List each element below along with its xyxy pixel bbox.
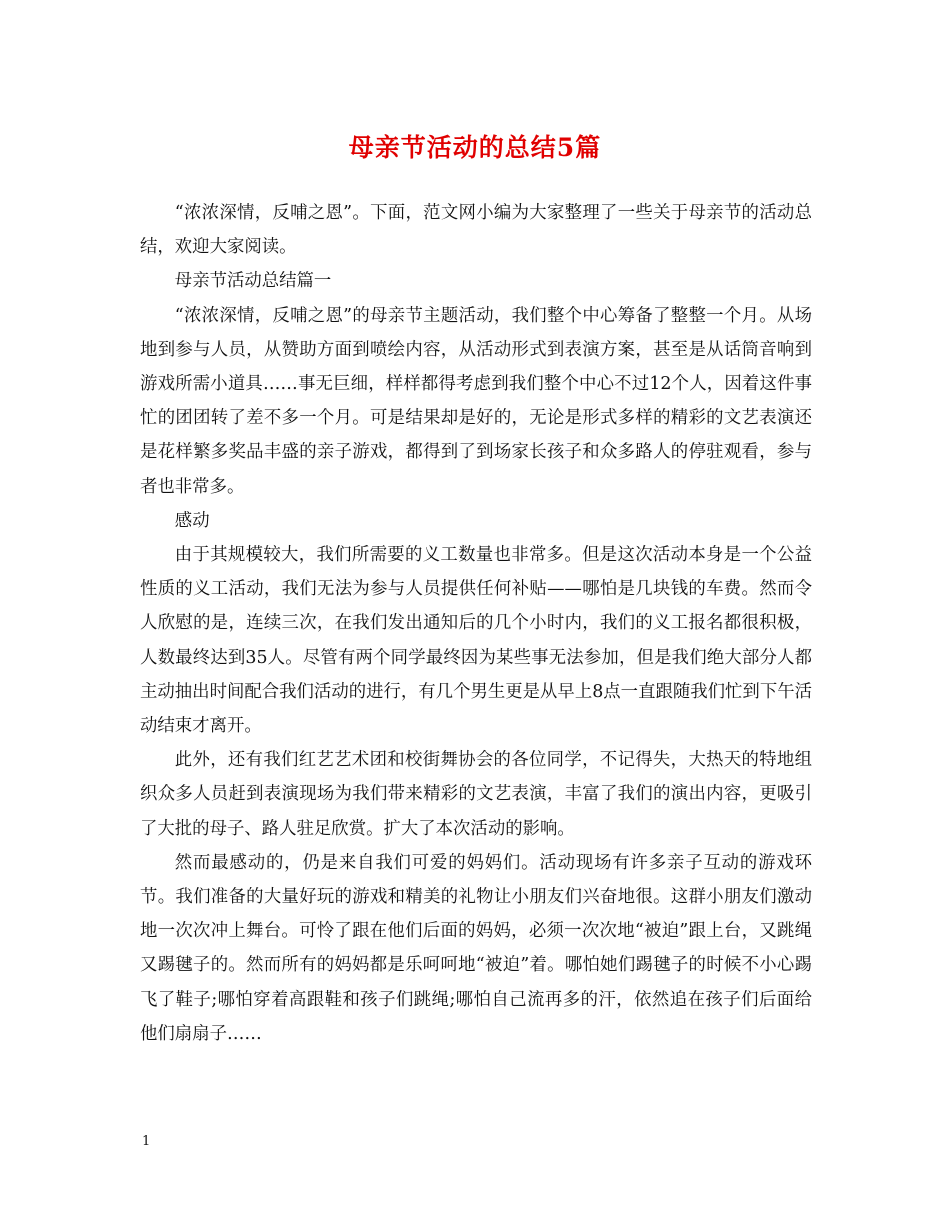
- document-title: 母亲节活动的总结5篇: [348, 133, 602, 162]
- paragraph-intro: “浓浓深情，反哺之恩”。下面，范文网小编为大家整理了一些关于母亲节的活动总结，欢迎大家阅读。: [140, 203, 812, 258]
- section-heading-part-one: 母亲节活动总结篇一: [174, 271, 332, 292]
- document-body: [140, 196, 812, 1051]
- page-number: 1: [142, 1134, 151, 1149]
- paragraph-mothers: 然而最感动的，仍是来自我们可爱的妈妈们。活动现场有许多亲子互动的游戏环节。我们准备的大量好玩的游戏和精美的礼物让小朋友们兴奋地很。这群小朋友们激动地一次次冲上舞台。可怜了跟在他们后面的妈妈，必须一次次地“被迫”跟上台，又跳绳又踢毽子的。然而所有的妈妈都是乐呵呵地“被迫”着。哪怕她们踢毽子的时候不小心踢飞了鞋子;哪怕穿着高跟鞋和孩子们跳绳;哪怕自己流再多的汗，依然追在孩子们后面给他们扇扇子……: [140, 852, 812, 1044]
- paragraph-performers: 此外，还有我们红艺艺术团和校街舞协会的各位同学，不记得失，大热天的特地组织众多人员赶到表演现场为我们带来精彩的文艺表演，丰富了我们的演出内容，更吸引了大批的母子、路人驻足欣赏。扩大了本次活动的影响。: [140, 750, 812, 839]
- paragraph-volunteers: 由于其规模较大，我们所需要的义工数量也非常多。但是这次活动本身是一个公益性质的义工活动，我们无法为参与人员提供任何补贴——哪怕是几块钱的车费。然而令人欣慰的是，连续三次，在我们发出通知后的几个小时内，我们的义工报名都很积极，人数最终达到35人。尽管有两个同学最终因为某些事无法参加，但是我们绝大部分人都主动抽出时间配合我们活动的进行，有几个男生更是从早上8点一直跟随我们忙到下午活动结束才离开。: [140, 545, 812, 737]
- paragraph-preparation: “浓浓深情，反哺之恩”的母亲节主题活动，我们整个中心筹备了整整一个月。从场地到参与人员，从赞助方面到喷绘内容，从活动形式到表演方案，甚至是从话筒音响到游戏所需小道具……事无巨细，样样都得考虑到我们整个中心不过12个人，因着这件事忙的团团转了差不多一个月。可是结果却是好的，无论是形式多样的精彩的文艺表演还是花样繁多奖品丰盛的亲子游戏，都得到了到场家长孩子和众多路人的停驻观看，参与者也非常多。: [140, 305, 812, 497]
- section-heading-touched: 感动: [174, 510, 210, 531]
